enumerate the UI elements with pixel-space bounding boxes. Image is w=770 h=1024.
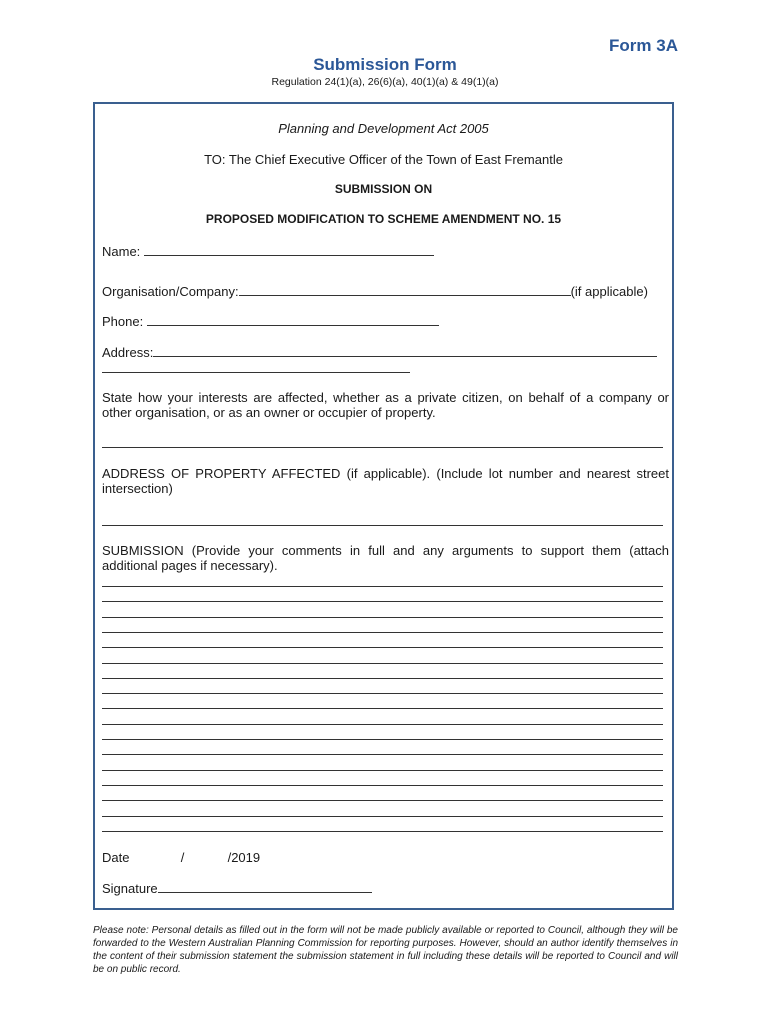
submission-line[interactable] (102, 647, 663, 648)
proposal-heading: PROPOSED MODIFICATION TO SCHEME AMENDMENT NO. 15 (205, 212, 562, 226)
address-field[interactable] (153, 344, 657, 357)
submission-line[interactable] (102, 663, 663, 664)
submission-line[interactable] (102, 785, 663, 786)
address-row (102, 344, 657, 360)
interests-field[interactable] (102, 447, 663, 448)
addressee: TO: The Chief Executive Officer of the Town of East Fremantle (204, 152, 563, 167)
submission-line[interactable] (102, 708, 663, 709)
signature-label: Signature (102, 881, 158, 896)
submission-line[interactable] (102, 601, 663, 602)
phone-label: Phone: (102, 314, 144, 329)
submission-line[interactable] (102, 800, 663, 801)
organisation-label: Organisation/Company: (102, 284, 239, 299)
date-separator: / (180, 850, 185, 865)
name-label: Name: (102, 244, 141, 259)
submission-line[interactable] (102, 586, 663, 587)
interests-instructions: State how your interests are affected, whether as a private citizen, on behalf of a company or other organisation, or as an owner or occupier of property. (102, 390, 669, 420)
submission-form-box (93, 102, 674, 910)
privacy-note: Please note: Personal details as filled out in the form will not be made publicly available or reported to Council, although they will be forwarded to the Western Australian Planning Commission for reporting purposes. However, should an author identify themselves in the content of their submission statement the submission statement in full including these details will be reported to Council and will be on public record. (93, 925, 678, 975)
submission-line[interactable] (102, 678, 663, 679)
date-year[interactable]: /2019 (227, 850, 261, 865)
signature-field[interactable] (158, 880, 372, 893)
phone-field[interactable] (147, 313, 439, 326)
date-row (102, 850, 260, 865)
submission-line[interactable] (102, 724, 663, 725)
submission-line[interactable] (102, 739, 663, 740)
organisation-row (102, 283, 648, 299)
if-applicable-label: (if applicable) (570, 284, 648, 299)
name-field[interactable] (144, 243, 434, 256)
organisation-field[interactable] (239, 283, 571, 296)
submission-line[interactable] (102, 754, 663, 755)
act-name: Planning and Development Act 2005 (278, 121, 489, 136)
property-field[interactable] (102, 525, 663, 526)
submission-line[interactable] (102, 831, 663, 832)
name-row (102, 243, 434, 259)
submission-on-heading: SUBMISSION ON (334, 182, 433, 196)
signature-row (102, 880, 372, 896)
page-title: Submission Form (313, 55, 457, 74)
submission-instructions: SUBMISSION (Provide your comments in full and any arguments to support them (attach additional pages if necessary). (102, 543, 669, 573)
submission-line[interactable] (102, 617, 663, 618)
submission-line[interactable] (102, 770, 663, 771)
address-field-line2[interactable] (102, 372, 410, 373)
address-label: Address: (102, 345, 154, 360)
date-label: Date (102, 850, 130, 865)
regulation-reference: Regulation 24(1)(a), 26(6)(a), 40(1)(a) & 49(1)(a) (271, 76, 499, 88)
submission-line[interactable] (102, 816, 663, 817)
form-number: Form 3A (609, 36, 678, 55)
property-instructions: ADDRESS OF PROPERTY AFFECTED (if applicable). (Include lot number and nearest street intersection) (102, 466, 669, 496)
phone-row (102, 313, 439, 329)
submission-line[interactable] (102, 632, 663, 633)
submission-line[interactable] (102, 693, 663, 694)
